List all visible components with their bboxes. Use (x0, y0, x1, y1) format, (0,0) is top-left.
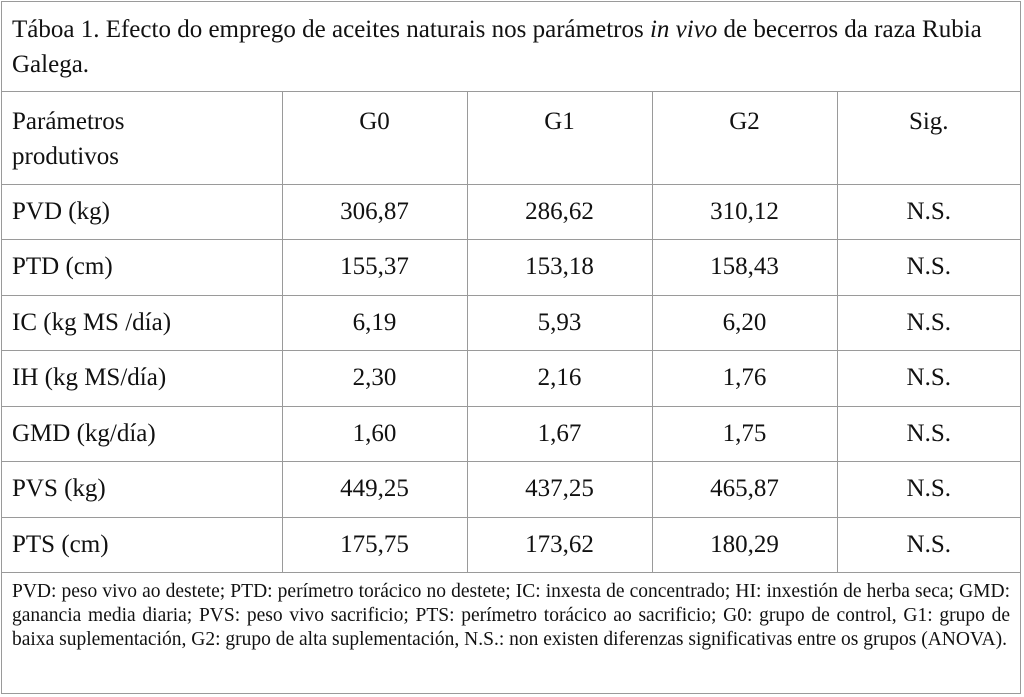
cell-g1: 2,16 (467, 351, 652, 407)
cell-param: GMD (kg/día) (2, 406, 282, 462)
cell-g0: 6,19 (282, 295, 467, 351)
cell-sig: N.S. (837, 240, 1020, 296)
cell-g2: 6,20 (652, 295, 837, 351)
cell-g0: 155,37 (282, 240, 467, 296)
cell-sig: N.S. (837, 184, 1020, 240)
cell-g2: 1,75 (652, 406, 837, 462)
cell-g2: 158,43 (652, 240, 837, 296)
header-sig: Sig. (837, 92, 1020, 184)
caption-text: Táboa 1. Efecto do emprego de aceites naturais nos parámetros (12, 16, 650, 43)
header-param-line1: Parámetros (12, 108, 125, 135)
header-row (2, 92, 1020, 184)
data-table (2, 92, 1020, 573)
cell-sig: N.S. (837, 351, 1020, 407)
table-row (2, 184, 1020, 240)
cell-g0: 306,87 (282, 184, 467, 240)
cell-g1: 173,62 (467, 517, 652, 573)
table-row (2, 295, 1020, 351)
cell-g2: 465,87 (652, 462, 837, 518)
cell-param: PTD (cm) (2, 240, 282, 296)
header-g1: G1 (467, 92, 652, 184)
table-caption (2, 2, 1020, 92)
cell-param: PVS (kg) (2, 462, 282, 518)
table-footnote: PVD: peso vivo ao destete; PTD: perímetro torácico no destete; IC: inxesta de concentrado; HI: inxestión de herba seca; GMD: ganancia media diaria; PVS: peso vivo sacrificio; PTS: perímetro torácico ao sacrificio; G0: grupo de control, G1: grupo de baixa suplementación, G2: grupo de alta suplementación, N.S.: non existen diferenzas significativas entre os grupos (ANOVA). (12, 581, 1010, 650)
cell-sig: N.S. (837, 406, 1020, 462)
cell-param: PTS (cm) (2, 517, 282, 573)
cell-sig: N.S. (837, 517, 1020, 573)
table-row (2, 517, 1020, 573)
table-row (2, 351, 1020, 407)
cell-param: IC (kg MS /día) (2, 295, 282, 351)
cell-g0: 449,25 (282, 462, 467, 518)
cell-g0: 175,75 (282, 517, 467, 573)
cell-g2: 310,12 (652, 184, 837, 240)
cell-g1: 1,67 (467, 406, 652, 462)
cell-g1: 5,93 (467, 295, 652, 351)
cell-g0: 2,30 (282, 351, 467, 407)
header-parameters (2, 92, 282, 184)
cell-sig: N.S. (837, 462, 1020, 518)
cell-sig: N.S. (837, 295, 1020, 351)
table-row (2, 240, 1020, 296)
cell-g0: 1,60 (282, 406, 467, 462)
header-g0: G0 (282, 92, 467, 184)
caption-text-end: de becerros da raza Rubia Galega. (12, 16, 982, 78)
cell-param: PVD (kg) (2, 184, 282, 240)
table-row (2, 462, 1020, 518)
cell-g1: 286,62 (467, 184, 652, 240)
caption-italic: in vivo (649, 16, 718, 43)
cell-g2: 180,29 (652, 517, 837, 573)
table-row (2, 406, 1020, 462)
cell-g1: 153,18 (467, 240, 652, 296)
cell-g2: 1,76 (652, 351, 837, 407)
cell-param: IH (kg MS/día) (2, 351, 282, 407)
header-param-line2: produtivos (12, 143, 119, 170)
table-frame (1, 1, 1021, 694)
cell-g1: 437,25 (467, 462, 652, 518)
header-g2: G2 (652, 92, 837, 184)
